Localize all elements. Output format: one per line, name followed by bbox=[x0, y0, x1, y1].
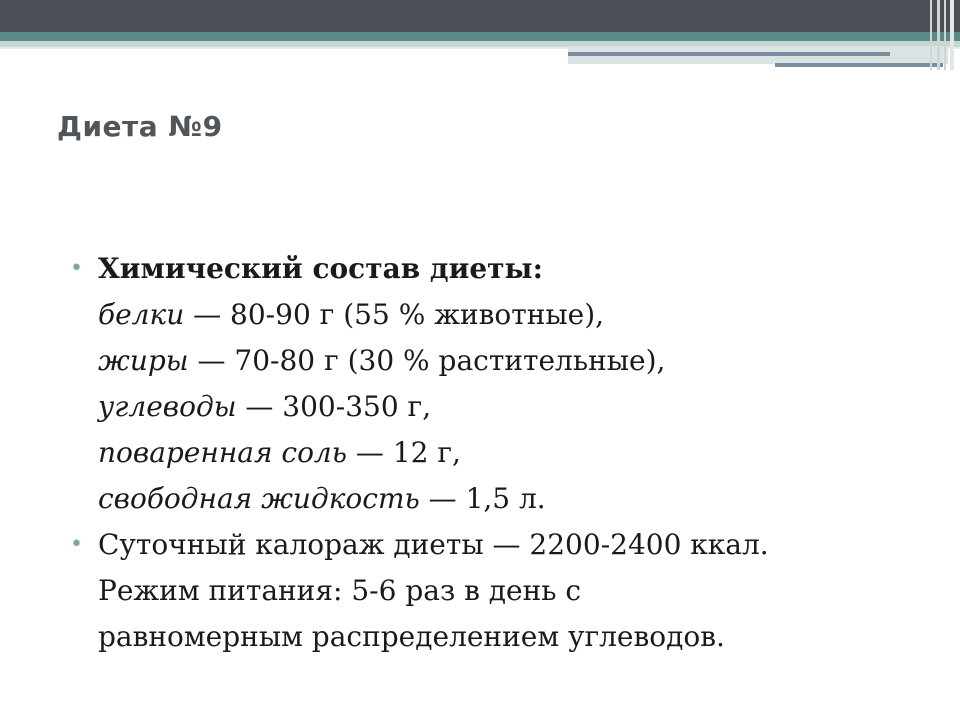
nutrient-name: белки bbox=[98, 298, 185, 331]
decor-vertical-line bbox=[930, 0, 932, 70]
nutrient-value: — 300-350 г, bbox=[236, 390, 432, 423]
bullet-composition bbox=[70, 246, 930, 522]
nutrient-value: — 1,5 л. bbox=[419, 482, 546, 515]
bullet-calories bbox=[70, 522, 930, 660]
slide-title: Диета №9 bbox=[57, 110, 223, 143]
composition-item-fats bbox=[98, 338, 930, 384]
nutrient-name: жиры bbox=[98, 344, 189, 377]
nutrient-name: свободная жидкость bbox=[98, 482, 420, 515]
decor-vertical-line bbox=[944, 0, 946, 70]
nutrient-value: — 80-90 г (55 % животные), bbox=[184, 298, 605, 331]
slide-content bbox=[70, 246, 930, 660]
composition-heading: Химический состав диеты: bbox=[98, 252, 543, 285]
composition-item-proteins bbox=[98, 292, 930, 338]
nutrient-name: углеводы bbox=[98, 390, 237, 423]
decor-vertical-line bbox=[937, 0, 940, 70]
header-accent-line bbox=[568, 52, 890, 56]
composition-item-fluid bbox=[98, 476, 930, 522]
calories-line: Суточный калораж диеты — 2200-2400 ккал. bbox=[98, 528, 769, 561]
nutrient-value: — 70-80 г (30 % растительные), bbox=[188, 344, 666, 377]
header-band-dark bbox=[0, 0, 960, 32]
meal-regime-line: равномерным распределением углеводов. bbox=[98, 620, 725, 653]
meal-regime-line: Режим питания: 5-6 раз в день с bbox=[98, 574, 582, 607]
nutrient-name: поваренная соль bbox=[98, 436, 348, 469]
composition-item-carbs bbox=[98, 384, 930, 430]
decor-vertical-line bbox=[950, 0, 954, 70]
nutrient-value: — 12 г, bbox=[347, 436, 461, 469]
header-band-teal bbox=[0, 32, 960, 41]
bullet-icon: • bbox=[70, 532, 83, 557]
header-accent-line bbox=[775, 63, 943, 67]
bullet-icon: • bbox=[70, 256, 83, 281]
composition-item-salt bbox=[98, 430, 930, 476]
